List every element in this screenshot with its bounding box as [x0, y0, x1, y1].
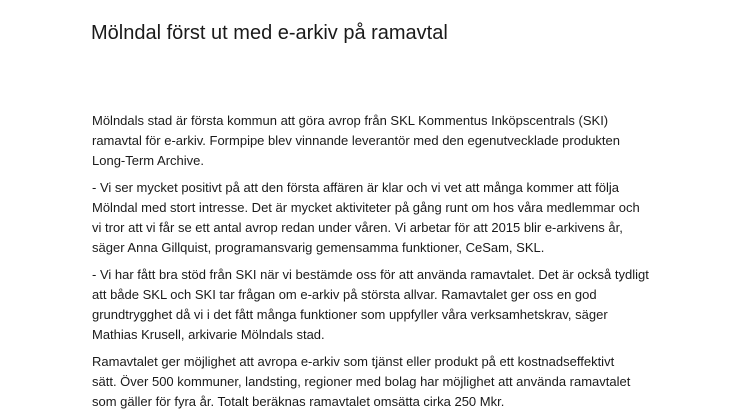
paragraph-line: Long-Term Archive. [92, 153, 204, 168]
paragraph-line: vi tror att vi får se ett antal avrop redan under våren. Vi arbetar för att 2015 blir e-arkivens år, [92, 220, 623, 235]
paragraph-line: - Vi ser mycket positivt på att den första affären är klar och vi vet att många kommer att följa [92, 180, 619, 195]
paragraph-intro [92, 111, 692, 171]
paragraph-line: som gäller för fyra år. Totalt beräknas ramavtalet omsätta cirka 250 Mkr. [92, 394, 505, 409]
paragraph-line: Ramavtalet ger möjlighet att avropa e-arkiv som tjänst eller produkt på ett kostnadseffektivt [92, 354, 615, 369]
paragraph-line: - Vi har fått bra stöd från SKI när vi bestämde oss för att använda ramavtalet. Det är också tydligt [92, 267, 649, 282]
paragraph-line: sätt. Över 500 kommuner, landsting, regioner med bolag har möjlighet att använda ramavtalet [92, 374, 631, 389]
paragraph-line: att både SKL och SKI tar frågan om e-arkiv på största allvar. Ramavtalet ger oss en god [92, 287, 597, 302]
document-body [92, 111, 692, 419]
document-title: Mölndal först ut med e-arkiv på ramavtal [91, 22, 448, 44]
paragraph-line: ramavtal för e-arkiv. Formpipe blev vinnande leverantör med den egenutvecklade produkten [92, 133, 620, 148]
paragraph-line: grundtrygghet då vi i det fått många funktioner som uppfyller våra verksamhetskrav, säger [92, 307, 608, 322]
paragraph-quote-molndal [92, 265, 692, 345]
paragraph-quote-skl [92, 178, 692, 258]
paragraph-framework-info [92, 352, 692, 412]
paragraph-line: Mölndals stad är första kommun att göra avrop från SKL Kommentus Inköpscentrals (SKI) [92, 113, 609, 128]
paragraph-line: Mölndal med stort intresse. Det är mycket aktiviteter på gång runt om hos våra medlemmar och [92, 200, 640, 215]
paragraph-line: säger Anna Gillquist, programansvarig gemensamma funktioner, CeSam, SKL. [92, 240, 545, 255]
paragraph-line: Mathias Krusell, arkivarie Mölndals stad. [92, 327, 325, 342]
